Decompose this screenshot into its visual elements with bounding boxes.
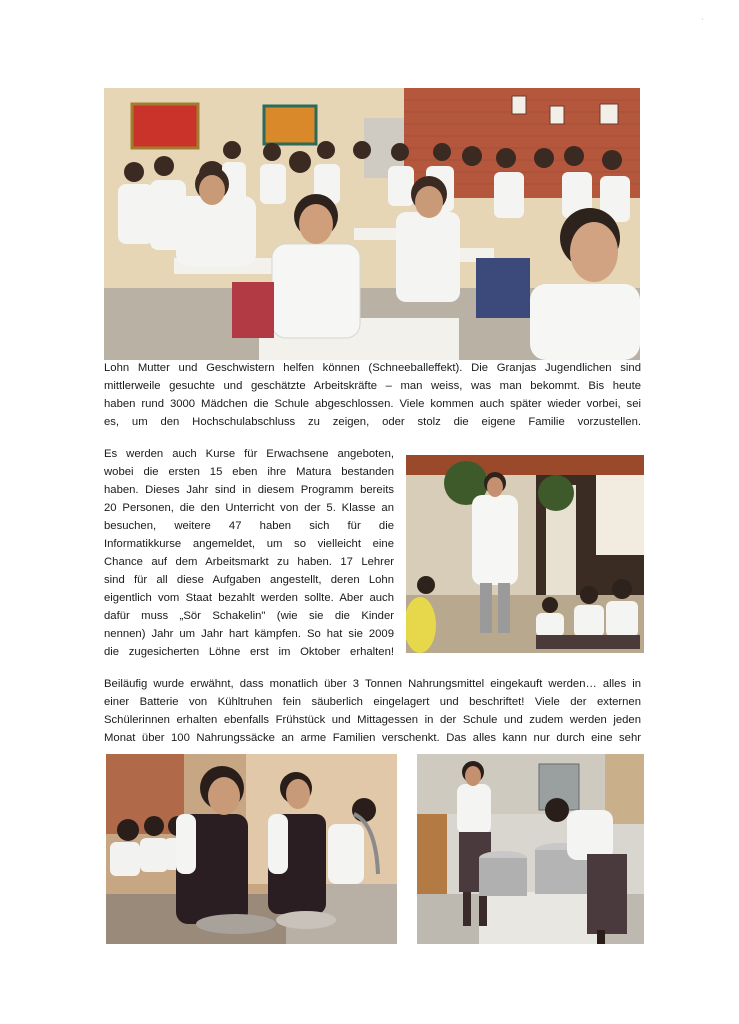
text-line: eigentlich vom Staat bezahlt werden sollte. Aber auch (104, 592, 394, 604)
paragraph-2 (104, 445, 394, 661)
text-line: besuchen, weitere 47 haben sich für die (104, 520, 394, 532)
text-line: es, um den Hochschulabschluss zu zeigen, oder stolz die eigene Familie vorzustellen. (104, 416, 641, 428)
classroom-photo (104, 88, 640, 360)
text-line: Beiläufig wurde erwähnt, dass monatlich über 3 Tonnen Nahrungsmittel eingekauft werden… alles in (104, 678, 641, 690)
paragraph-1 (104, 359, 641, 431)
text-line: 20 Personen, die den Unterricht von der 5. Klasse an (104, 502, 394, 514)
text-line: sind für all diese Aufgaben angestellt, deren Lohn (104, 574, 394, 586)
text-line: Monat über 100 Nahrungssäcke an arme Familien verschenkt. Das alles kann nur durch eine sehr (104, 732, 641, 744)
text-line: dafür muss „Sör Schakelin" (wie sie die Kinder (104, 610, 394, 622)
kitchen-sink-photo (106, 754, 397, 944)
paragraph-3 (104, 675, 641, 747)
text-line: nennen) Jahr um Jahr hart kämpfen. So hat sie 2009 (104, 628, 394, 640)
corridor-photo (406, 455, 644, 653)
text-line: Chance auf dem Arbeitsmarkt zu haben. 17 Lehrer (104, 556, 394, 568)
text-line: einer Batterie von Kühltruhen fein säuberlich eingelagert und beschriftet! Viele der externen (104, 696, 641, 708)
text-line: Es werden auch Kurse für Erwachsene angeboten, (104, 448, 394, 460)
text-line: Informatikkurse angemeldet, um so vielleicht eine (104, 538, 394, 550)
text-line: die zugesicherten Löhne erst im Oktober erhalten! (104, 646, 394, 658)
text-line: mittlerweile gesuchte und geschätzte Arbeitskräfte – man weiss, was man bekommt. Bis heute (104, 380, 641, 392)
cooking-pots-photo (417, 754, 644, 944)
scan-mark: ˎ (701, 10, 705, 21)
text-line: haben rund 3000 Mädchen die Schule abgeschlossen. Viele kommen auch später wieder vorbei, sei (104, 398, 641, 410)
text-line: wobei die ersten 15 eben ihre Matura bestanden (104, 466, 394, 478)
text-line: Lohn Mutter und Geschwistern helfen können (Schneeballeffekt). Die Granjas Jugendlichen sind (104, 362, 641, 374)
text-line: Schülerinnen erhalten ebenfalls Frühstück und Mittagessen in der Schule und zudem werden jeden (104, 714, 641, 726)
text-line: haben. Dieses Jahr sind in diesem Programm bereits (104, 484, 394, 496)
